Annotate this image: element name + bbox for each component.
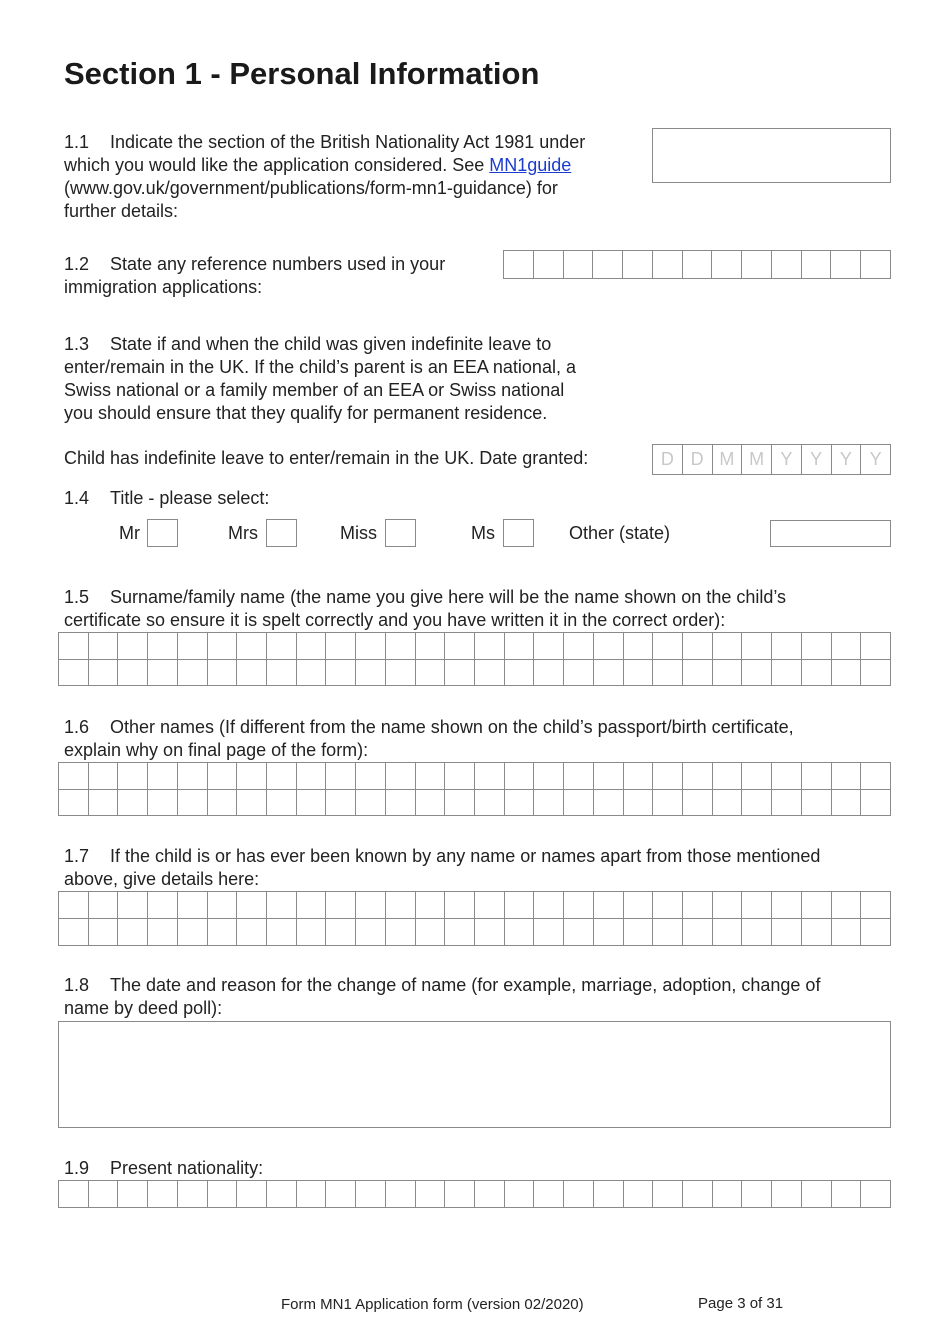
other-names-input[interactable] [58,762,891,816]
date-cell[interactable]: M [713,445,743,475]
question-text: name by deed poll): [64,998,223,1018]
surname-input[interactable] [58,632,891,686]
char-cell[interactable] [832,1181,862,1208]
char-cell[interactable] [594,1181,624,1208]
char-cell[interactable] [148,1181,178,1208]
char-cell[interactable] [297,1181,327,1208]
char-cell[interactable] [59,660,89,687]
char-cell[interactable] [772,892,802,919]
char-cell[interactable] [713,633,743,660]
title-miss-checkbox[interactable] [385,519,416,547]
char-cell[interactable] [416,633,446,660]
char-cell[interactable] [267,919,297,946]
char-cell[interactable] [475,763,505,790]
char-cell[interactable] [832,660,862,687]
char-cell[interactable] [297,919,327,946]
question-text: Surname/family name (the name you give here will be the name shown on the child’s [110,587,787,607]
char-cell[interactable] [297,790,327,817]
char-cell[interactable] [297,892,327,919]
char-cell[interactable] [653,892,683,919]
char-cell[interactable] [505,790,535,817]
question-1-5 [64,586,894,632]
char-cell[interactable] [802,919,832,946]
known-names-input[interactable] [58,891,891,946]
char-cell[interactable] [802,251,832,279]
char-cell[interactable] [742,251,772,279]
char-cell[interactable] [386,892,416,919]
char-cell[interactable] [297,633,327,660]
question-text: enter/remain in the UK. If the child’s parent is an EEA national, a [64,357,576,377]
char-cell[interactable] [504,251,534,279]
char-cell[interactable] [386,919,416,946]
title-ms-checkbox[interactable] [503,519,534,547]
char-cell[interactable] [178,633,208,660]
date-cell[interactable]: Y [832,445,862,475]
char-cell[interactable] [742,763,772,790]
char-cell[interactable] [237,633,267,660]
reference-numbers-input[interactable] [503,250,891,279]
char-cell[interactable] [267,790,297,817]
char-cell[interactable] [59,1181,89,1208]
char-cell[interactable] [534,763,564,790]
char-cell[interactable] [386,633,416,660]
char-cell[interactable] [861,790,891,817]
char-cell[interactable] [683,633,713,660]
char-cell[interactable] [386,790,416,817]
char-cell[interactable] [534,251,564,279]
char-cell[interactable] [802,763,832,790]
char-cell[interactable] [178,892,208,919]
question-text: If the child is or has ever been known by any name or names apart from those mentioned [110,846,821,866]
char-cell[interactable] [742,790,772,817]
char-cell[interactable] [475,660,505,687]
char-cell[interactable] [118,763,148,790]
question-1-2 [64,253,494,299]
char-cell[interactable] [445,892,475,919]
question-1-6 [64,716,894,762]
char-cell[interactable] [297,763,327,790]
char-cell[interactable] [505,763,535,790]
char-cell[interactable] [564,1181,594,1208]
char-cell[interactable] [178,763,208,790]
question-text: Indicate the section of the British Nationality Act 1981 under [110,132,586,152]
question-1-7 [64,845,894,891]
char-cell[interactable] [861,763,891,790]
char-cell[interactable] [802,633,832,660]
question-text: certificate so ensure it is spelt correctly and you have written it in the correct order): [64,610,726,630]
char-cell[interactable] [802,892,832,919]
char-cell[interactable] [683,919,713,946]
char-cell[interactable] [861,633,891,660]
question-text: explain why on final page of the form): [64,740,369,760]
char-cell[interactable] [237,763,267,790]
char-cell[interactable] [326,892,356,919]
char-cell[interactable] [326,660,356,687]
char-cell[interactable] [534,1181,564,1208]
char-cell[interactable] [713,1181,743,1208]
char-cell[interactable] [178,660,208,687]
char-cell[interactable] [653,790,683,817]
question-1-8 [64,974,894,1020]
char-cell[interactable] [653,660,683,687]
char-cell[interactable] [653,633,683,660]
char-cell[interactable] [208,633,238,660]
char-cell[interactable] [772,633,802,660]
char-cell[interactable] [564,892,594,919]
char-cell[interactable] [534,633,564,660]
char-cell[interactable] [683,892,713,919]
char-cell[interactable] [624,790,654,817]
char-cell[interactable] [326,633,356,660]
date-cell[interactable]: Y [802,445,832,475]
char-cell[interactable] [89,763,119,790]
char-cell[interactable] [208,892,238,919]
char-cell[interactable] [356,1181,386,1208]
char-cell[interactable] [356,763,386,790]
char-cell[interactable] [624,660,654,687]
char-cell[interactable] [118,633,148,660]
question-number: 1.6 [64,717,90,737]
char-cell[interactable] [683,1181,713,1208]
char-cell[interactable] [505,633,535,660]
question-1-9 [64,1157,263,1180]
char-cell[interactable] [713,790,743,817]
date-cell[interactable]: Y [772,445,802,475]
char-cell[interactable] [624,763,654,790]
char-cell[interactable] [713,919,743,946]
char-cell[interactable] [59,892,89,919]
char-cell[interactable] [594,790,624,817]
footer-form-label: Form MN1 Application form (version 02/2020) [281,1296,584,1313]
char-cell[interactable] [59,790,89,817]
question-text: further details: [64,201,179,221]
char-cell[interactable] [445,633,475,660]
title-option-mrs-label: Mrs [228,523,258,543]
char-cell[interactable] [445,1181,475,1208]
char-cell[interactable] [802,1181,832,1208]
char-cell[interactable] [683,790,713,817]
char-cell[interactable] [475,1181,505,1208]
char-cell[interactable] [356,892,386,919]
char-cell[interactable] [326,1181,356,1208]
char-cell[interactable] [653,763,683,790]
title-mrs-checkbox[interactable] [266,519,297,547]
char-cell[interactable] [208,660,238,687]
char-cell[interactable] [89,919,119,946]
question-1-3 [64,333,644,425]
char-cell[interactable] [624,892,654,919]
char-cell[interactable] [534,790,564,817]
question-text: The date and reason for the change of name (for example, marriage, adoption, change of [110,975,821,995]
char-cell[interactable] [832,919,862,946]
date-cell[interactable]: Y [861,445,891,475]
char-cell[interactable] [505,660,535,687]
char-cell[interactable] [445,790,475,817]
title-other-input[interactable] [770,520,891,547]
date-granted-label: Child has indefinite leave to enter/remain in the UK. Date granted: [64,448,589,468]
char-cell[interactable] [416,790,446,817]
question-text: (www.gov.uk/government/publications/form-mn1-guidance) for [64,178,558,198]
date-granted-input[interactable] [652,444,891,475]
char-cell[interactable] [593,251,623,279]
char-cell[interactable] [624,1181,654,1208]
char-cell[interactable] [861,919,891,946]
char-cell[interactable] [594,660,624,687]
act-section-input[interactable] [652,128,891,183]
title-other-label: Other (state) [569,523,671,543]
char-cell[interactable] [653,919,683,946]
char-cell[interactable] [356,919,386,946]
char-cell[interactable] [653,1181,683,1208]
char-cell[interactable] [148,660,178,687]
char-cell[interactable] [386,1181,416,1208]
question-number: 1.2 [64,254,90,274]
char-cell[interactable] [297,660,327,687]
title-option-mr-label: Mr [119,523,140,543]
char-cell[interactable] [683,251,713,279]
char-cell[interactable] [772,790,802,817]
char-cell[interactable] [178,1181,208,1208]
char-cell[interactable] [713,763,743,790]
char-cell[interactable] [564,763,594,790]
char-cell[interactable] [831,251,861,279]
char-cell[interactable] [772,919,802,946]
char-cell[interactable] [237,1181,267,1208]
question-text: you should ensure that they qualify for permanent residence. [64,403,548,423]
char-cell[interactable] [861,660,891,687]
question-number: 1.7 [64,846,90,866]
date-cell[interactable]: D [653,445,683,475]
char-cell[interactable] [683,660,713,687]
char-cell[interactable] [178,790,208,817]
question-number: 1.8 [64,975,90,995]
char-cell[interactable] [237,790,267,817]
char-cell[interactable] [386,660,416,687]
char-cell[interactable] [802,790,832,817]
char-cell[interactable] [772,660,802,687]
char-cell[interactable] [861,1181,891,1208]
title-option-miss-label: Miss [340,523,377,543]
char-cell[interactable] [89,892,119,919]
char-cell[interactable] [564,660,594,687]
char-cell[interactable] [772,763,802,790]
char-cell[interactable] [208,1181,238,1208]
char-cell[interactable] [326,763,356,790]
question-text: which you would like the application considered. See [64,155,490,175]
char-cell[interactable] [683,763,713,790]
char-cell[interactable] [534,919,564,946]
char-cell[interactable] [742,892,772,919]
char-cell[interactable] [178,919,208,946]
question-number: 1.9 [64,1158,90,1178]
char-cell[interactable] [445,763,475,790]
char-cell[interactable] [208,790,238,817]
nationality-input[interactable] [58,1180,891,1208]
question-text: Swiss national or a family member of an EEA or Swiss national [64,380,565,400]
char-cell[interactable] [148,790,178,817]
char-cell[interactable] [713,660,743,687]
char-cell[interactable] [594,763,624,790]
question-text: Other names (If different from the name shown on the child’s passport/birth certificate, [110,717,794,737]
question-text: Present nationality: [110,1158,264,1178]
char-cell[interactable] [832,633,862,660]
question-text: State if and when the child was given indefinite leave to [110,334,552,354]
char-cell[interactable] [445,660,475,687]
char-cell[interactable] [742,1181,772,1208]
char-cell[interactable] [475,892,505,919]
question-number: 1.4 [64,488,90,508]
char-cell[interactable] [653,251,683,279]
char-cell[interactable] [534,660,564,687]
char-cell[interactable] [89,660,119,687]
char-cell[interactable] [712,251,742,279]
char-cell[interactable] [861,892,891,919]
name-change-reason-input[interactable] [58,1021,891,1128]
char-cell[interactable] [148,919,178,946]
char-cell[interactable] [118,660,148,687]
question-text: above, give details here: [64,869,260,889]
question-1-1 [64,131,634,223]
char-cell[interactable] [118,919,148,946]
char-cell[interactable] [564,919,594,946]
char-cell[interactable] [356,633,386,660]
question-text: Title - please select: [110,488,270,508]
char-cell[interactable] [59,633,89,660]
char-cell[interactable] [356,790,386,817]
char-cell[interactable] [594,919,624,946]
question-number: 1.3 [64,334,90,354]
char-cell[interactable] [832,790,862,817]
char-cell[interactable] [386,763,416,790]
section-title: Section 1 - Personal Information [64,56,540,91]
char-cell[interactable] [475,633,505,660]
char-cell[interactable] [267,660,297,687]
char-cell[interactable] [772,1181,802,1208]
char-cell[interactable] [623,251,653,279]
char-cell[interactable] [89,790,119,817]
char-cell[interactable] [148,633,178,660]
char-cell[interactable] [742,633,772,660]
char-cell[interactable] [505,919,535,946]
char-cell[interactable] [89,633,119,660]
char-cell[interactable] [742,660,772,687]
char-cell[interactable] [564,251,594,279]
char-cell[interactable] [505,1181,535,1208]
title-mr-checkbox[interactable] [147,519,178,547]
char-cell[interactable] [208,919,238,946]
question-number: 1.1 [64,132,90,152]
question-number: 1.5 [64,587,90,607]
char-cell[interactable] [118,1181,148,1208]
question-text: immigration applications: [64,277,263,297]
mn1-guide-link[interactable]: MN1guide [489,155,572,175]
char-cell[interactable] [416,919,446,946]
char-cell[interactable] [148,763,178,790]
footer-page-number: Page 3 of 31 [698,1295,784,1312]
char-cell[interactable] [416,763,446,790]
char-cell[interactable] [713,892,743,919]
char-cell[interactable] [505,892,535,919]
char-cell[interactable] [594,892,624,919]
char-cell[interactable] [416,892,446,919]
char-cell[interactable] [534,892,564,919]
char-cell[interactable] [89,1181,119,1208]
char-cell[interactable] [416,660,446,687]
char-cell[interactable] [475,919,505,946]
char-cell[interactable] [148,892,178,919]
char-cell[interactable] [267,633,297,660]
char-cell[interactable] [564,633,594,660]
char-cell[interactable] [326,919,356,946]
char-cell[interactable] [832,892,862,919]
char-cell[interactable] [445,919,475,946]
char-cell[interactable] [564,790,594,817]
char-cell[interactable] [267,763,297,790]
char-cell[interactable] [118,790,148,817]
char-cell[interactable] [594,633,624,660]
char-cell[interactable] [802,660,832,687]
date-cell[interactable]: M [742,445,772,475]
char-cell[interactable] [237,660,267,687]
char-cell[interactable] [624,919,654,946]
char-cell[interactable] [237,919,267,946]
char-cell[interactable] [742,919,772,946]
char-cell[interactable] [267,1181,297,1208]
char-cell[interactable] [356,660,386,687]
char-cell[interactable] [832,763,862,790]
char-cell[interactable] [237,892,267,919]
char-cell[interactable] [416,1181,446,1208]
char-cell[interactable] [861,251,891,279]
char-cell[interactable] [624,633,654,660]
char-cell[interactable] [267,892,297,919]
char-cell[interactable] [59,763,89,790]
question-1-4 [64,487,269,510]
char-cell[interactable] [475,790,505,817]
char-cell[interactable] [118,892,148,919]
question-text: State any reference numbers used in your [110,254,446,274]
date-cell[interactable]: D [683,445,713,475]
title-option-ms-label: Ms [471,523,495,543]
char-cell[interactable] [59,919,89,946]
char-cell[interactable] [772,251,802,279]
char-cell[interactable] [208,763,238,790]
char-cell[interactable] [326,790,356,817]
